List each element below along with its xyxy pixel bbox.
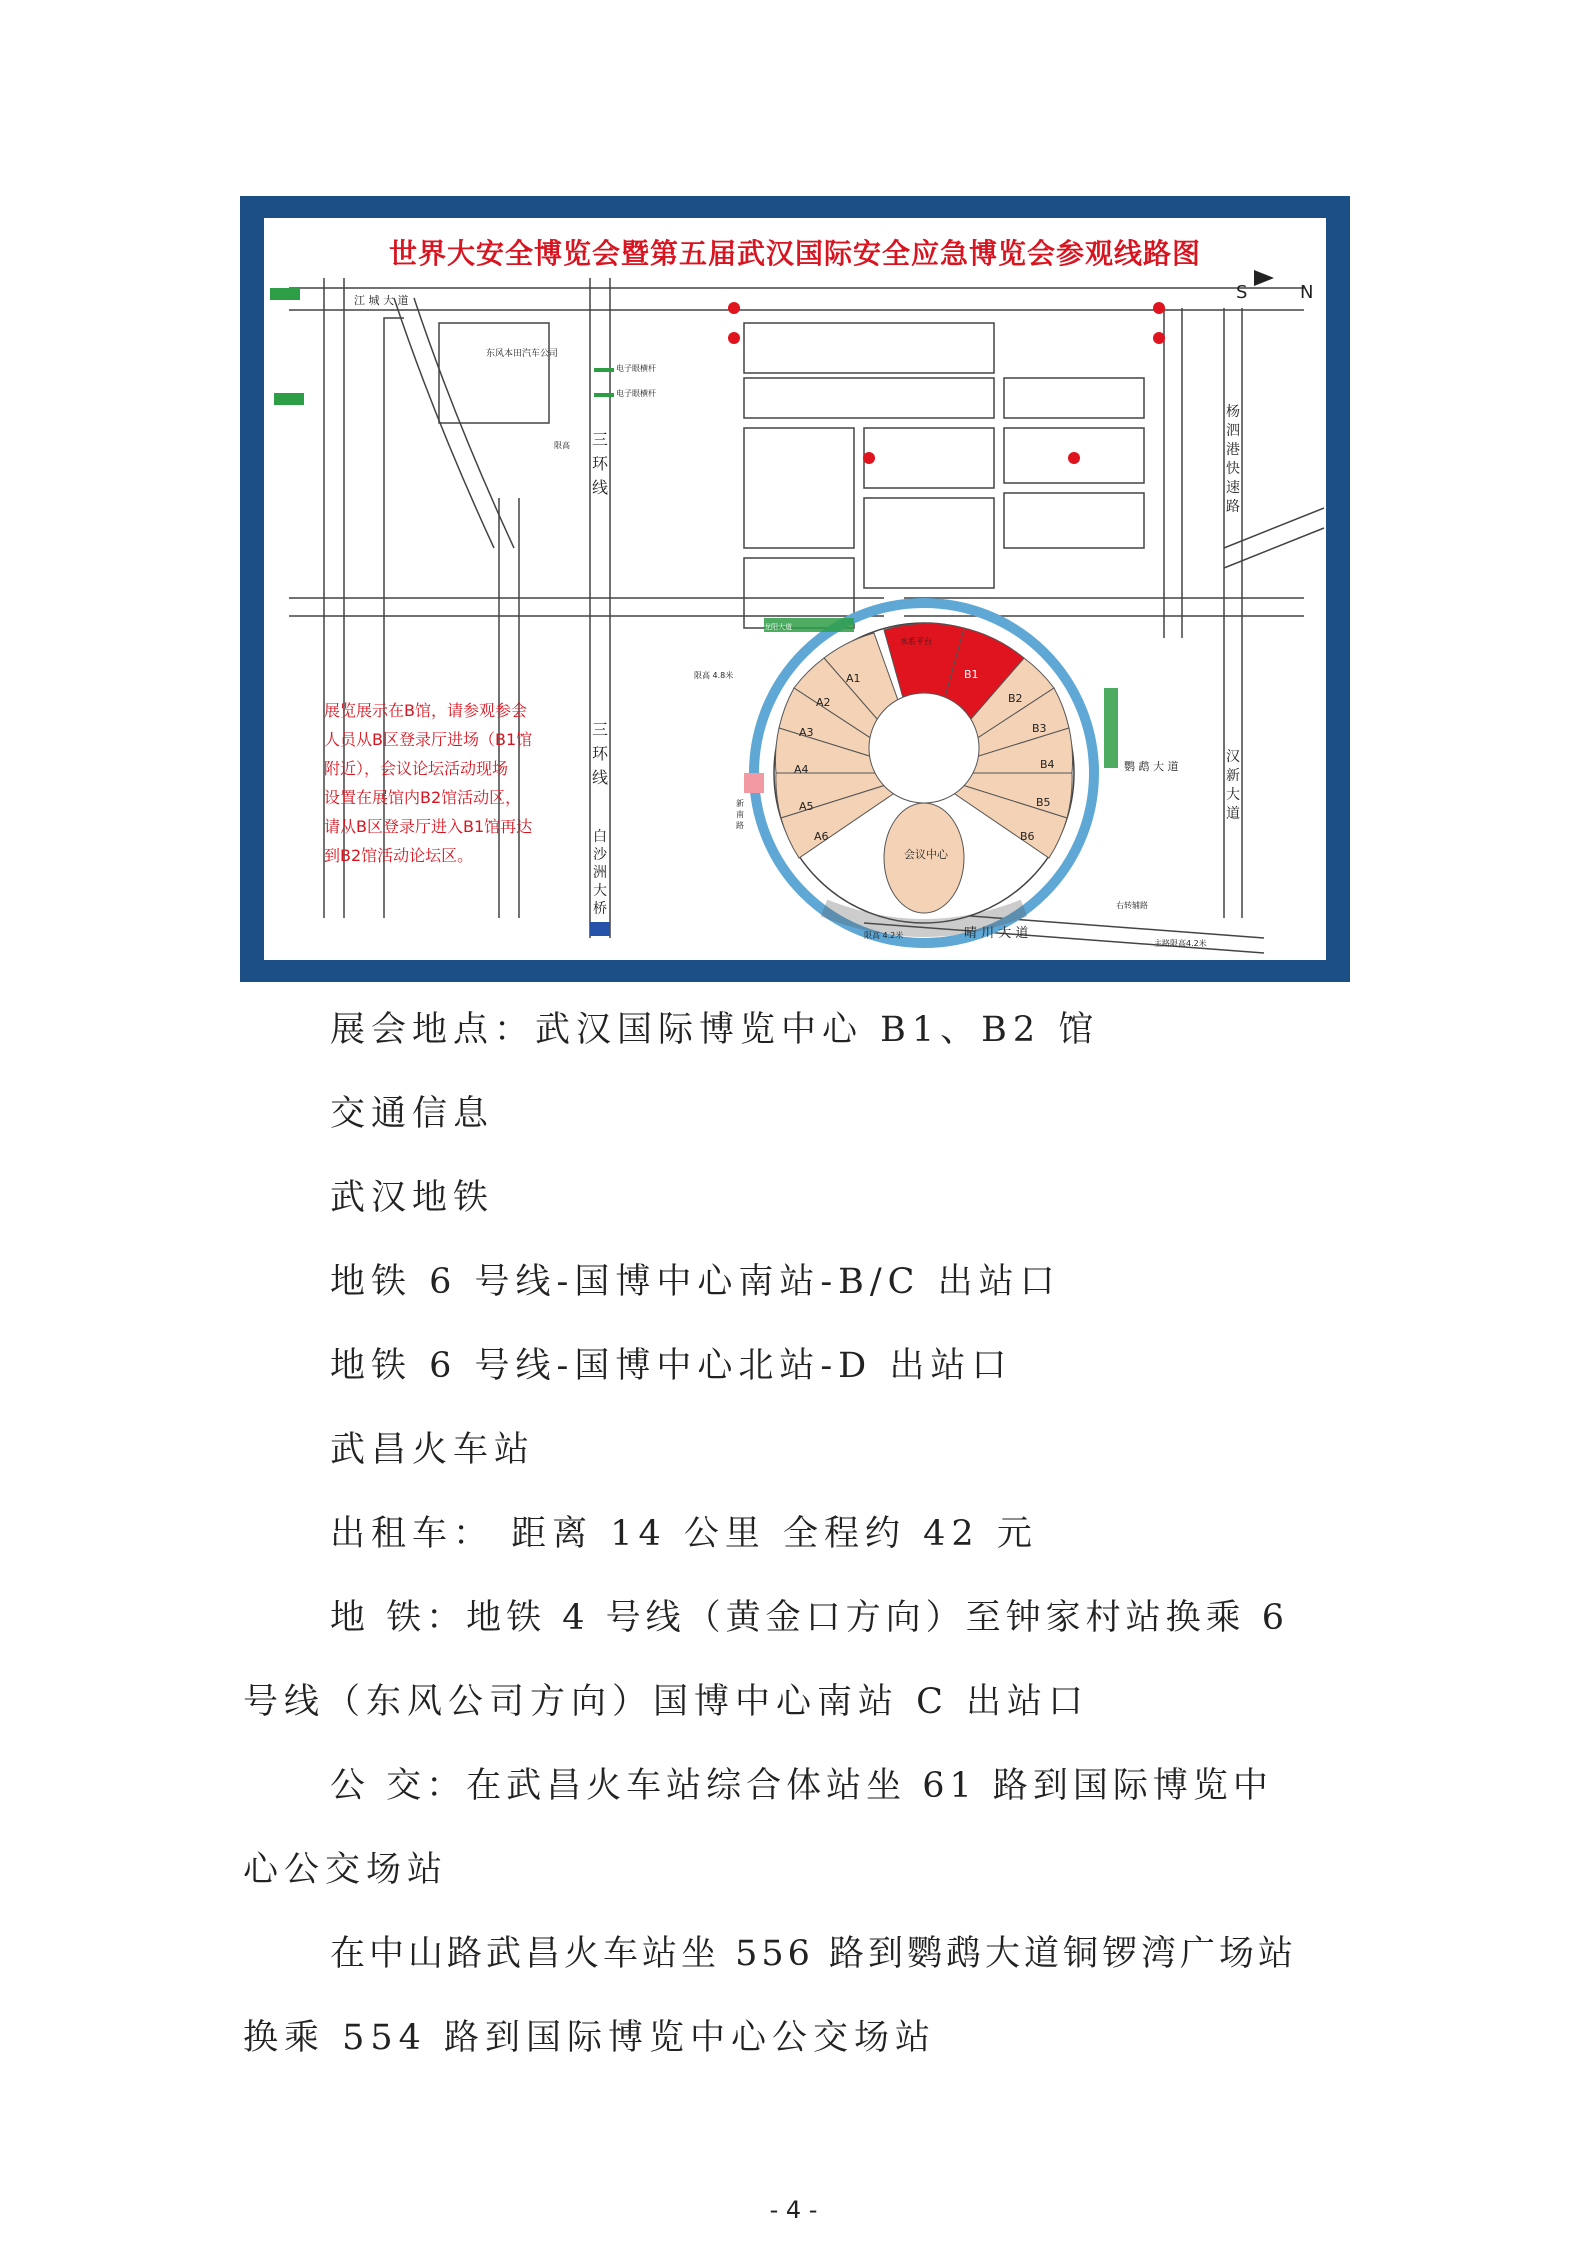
hall-b4: B4 bbox=[1040, 758, 1055, 771]
hall-a4: A4 bbox=[794, 763, 809, 776]
bus2-line-b: 换乘 554 路到国际博览中心公交场站 bbox=[243, 2018, 937, 2058]
map-notice bbox=[324, 696, 574, 870]
limit-42-label: 限高 4.2米 bbox=[864, 931, 904, 940]
road-char: 环 bbox=[591, 744, 608, 763]
center-label: 会议中心 bbox=[904, 848, 948, 861]
notice-line: 附近），会议论坛活动现场 bbox=[324, 759, 509, 778]
hall-b2: B2 bbox=[1008, 692, 1023, 705]
hall-a2: A2 bbox=[816, 696, 831, 709]
road-char: 环 bbox=[591, 454, 608, 473]
venue-line: 展会地点：武汉国际博览中心 B1、B2 馆 bbox=[330, 1010, 1100, 1050]
road-char: 桥 bbox=[593, 901, 607, 917]
map-title: 世界大安全博览会暨第五届武汉国际安全应急博览会参观线路图 bbox=[388, 237, 1201, 270]
dongfeng-label: 东风本田汽车公司 bbox=[486, 349, 559, 359]
hall-b5: B5 bbox=[1036, 796, 1051, 809]
metro-line-2: 地铁 6 号线-国博中心北站-D 出站口 bbox=[330, 1346, 1013, 1386]
main-limit-label: 主路限高4.2米 bbox=[1154, 939, 1207, 948]
limit-48-label: 限高 4.8米 bbox=[694, 671, 734, 680]
bridge-label bbox=[591, 828, 609, 918]
notice-line: 到B2馆活动论坛区。 bbox=[324, 846, 474, 865]
road-char: 三 bbox=[591, 430, 608, 449]
hall-a6: A6 bbox=[814, 830, 829, 843]
yangsi-label bbox=[1224, 403, 1242, 517]
right-turn-label: 右转辅路 bbox=[1116, 901, 1148, 910]
bus-line-a: 公 交：在武昌火车站综合体站坐 61 路到国际博览中 bbox=[330, 1766, 1273, 1806]
road-char: 洲 bbox=[593, 865, 607, 881]
page-number: - 4 - bbox=[769, 2196, 818, 2224]
road-char: 快 bbox=[1226, 461, 1240, 477]
road-char: 港 bbox=[1226, 442, 1240, 458]
hall-b1: B1 bbox=[964, 668, 979, 681]
station-heading: 武昌火车站 bbox=[330, 1430, 536, 1470]
road-char: 大 bbox=[1226, 787, 1240, 803]
bus2-line-a: 在中山路武昌火车站坐 556 路到鹦鹉大道铜锣湾广场站 bbox=[330, 1934, 1298, 1974]
road-char: 三 bbox=[591, 720, 608, 739]
taxi-line: 出租车： 距离 14 公里 全程约 42 元 bbox=[330, 1514, 1038, 1554]
compass-n: N bbox=[1300, 282, 1314, 303]
hall-b6: B6 bbox=[1020, 830, 1035, 843]
notice-line: 请从B区登录厅进入B1馆再达 bbox=[324, 817, 533, 836]
notice-line: 设置在展馆内B2馆活动区， bbox=[324, 788, 522, 807]
xianwei-label: 限高 bbox=[554, 441, 570, 450]
ring-line-label bbox=[591, 428, 609, 500]
road-char: 速 bbox=[1226, 480, 1240, 496]
qingchuan-label: 晴 川 大 道 bbox=[964, 926, 1029, 941]
water-platform-label: 水系平台 bbox=[900, 637, 932, 646]
road-char: 沙 bbox=[593, 847, 607, 863]
hall-a3: A3 bbox=[799, 726, 814, 739]
dianzi-label-1: 电子眼横杆 bbox=[616, 364, 656, 373]
yingwu-label: 鹦 鹉 大 道 bbox=[1124, 760, 1179, 773]
notice-line: 展览展示在B馆，请参观参会 bbox=[324, 701, 527, 720]
road-char: 新 bbox=[1226, 768, 1240, 784]
notice-line: 人员从B区登录厅进场（B1馆 bbox=[324, 730, 533, 749]
road-char: 泗 bbox=[1226, 423, 1240, 439]
dianzi-label-2: 电子眼横杆 bbox=[616, 389, 656, 398]
road-char: 白 bbox=[593, 829, 607, 845]
road-char: 汉 bbox=[1226, 749, 1240, 765]
xinnan-label: 新 南 路 bbox=[736, 799, 744, 830]
hanxin-label bbox=[1224, 748, 1242, 824]
metro-line-1: 地铁 6 号线-国博中心南站-B/C 出站口 bbox=[330, 1262, 1061, 1302]
route-map bbox=[240, 196, 1350, 982]
road-char: 线 bbox=[591, 478, 608, 497]
subway-line-a: 地 铁：地铁 4 号线（黄金口方向）至钟家村站换乘 6 bbox=[330, 1598, 1290, 1638]
traffic-heading: 交通信息 bbox=[330, 1094, 495, 1134]
map-canvas bbox=[264, 218, 1326, 960]
metro-heading: 武汉地铁 bbox=[330, 1178, 495, 1218]
road-char: 路 bbox=[1226, 499, 1240, 515]
ring-line-label-2 bbox=[591, 718, 609, 790]
jiangcheng-label: 江 城 大 道 bbox=[354, 294, 409, 307]
compass-s: S bbox=[1236, 282, 1248, 303]
lizhi-label: 龙阳大道 bbox=[764, 623, 792, 631]
road-char: 道 bbox=[1226, 806, 1240, 822]
bus-line-b: 心公交场站 bbox=[243, 1850, 449, 1890]
hall-a5: A5 bbox=[799, 800, 814, 813]
subway-line-b: 号线（东风公司方向）国博中心南站 C 出站口 bbox=[243, 1682, 1090, 1722]
hall-b3: B3 bbox=[1032, 722, 1047, 735]
road-char: 线 bbox=[591, 768, 608, 787]
road-char: 杨 bbox=[1226, 404, 1240, 420]
hall-a1: A1 bbox=[846, 672, 861, 685]
road-char: 大 bbox=[593, 883, 607, 899]
